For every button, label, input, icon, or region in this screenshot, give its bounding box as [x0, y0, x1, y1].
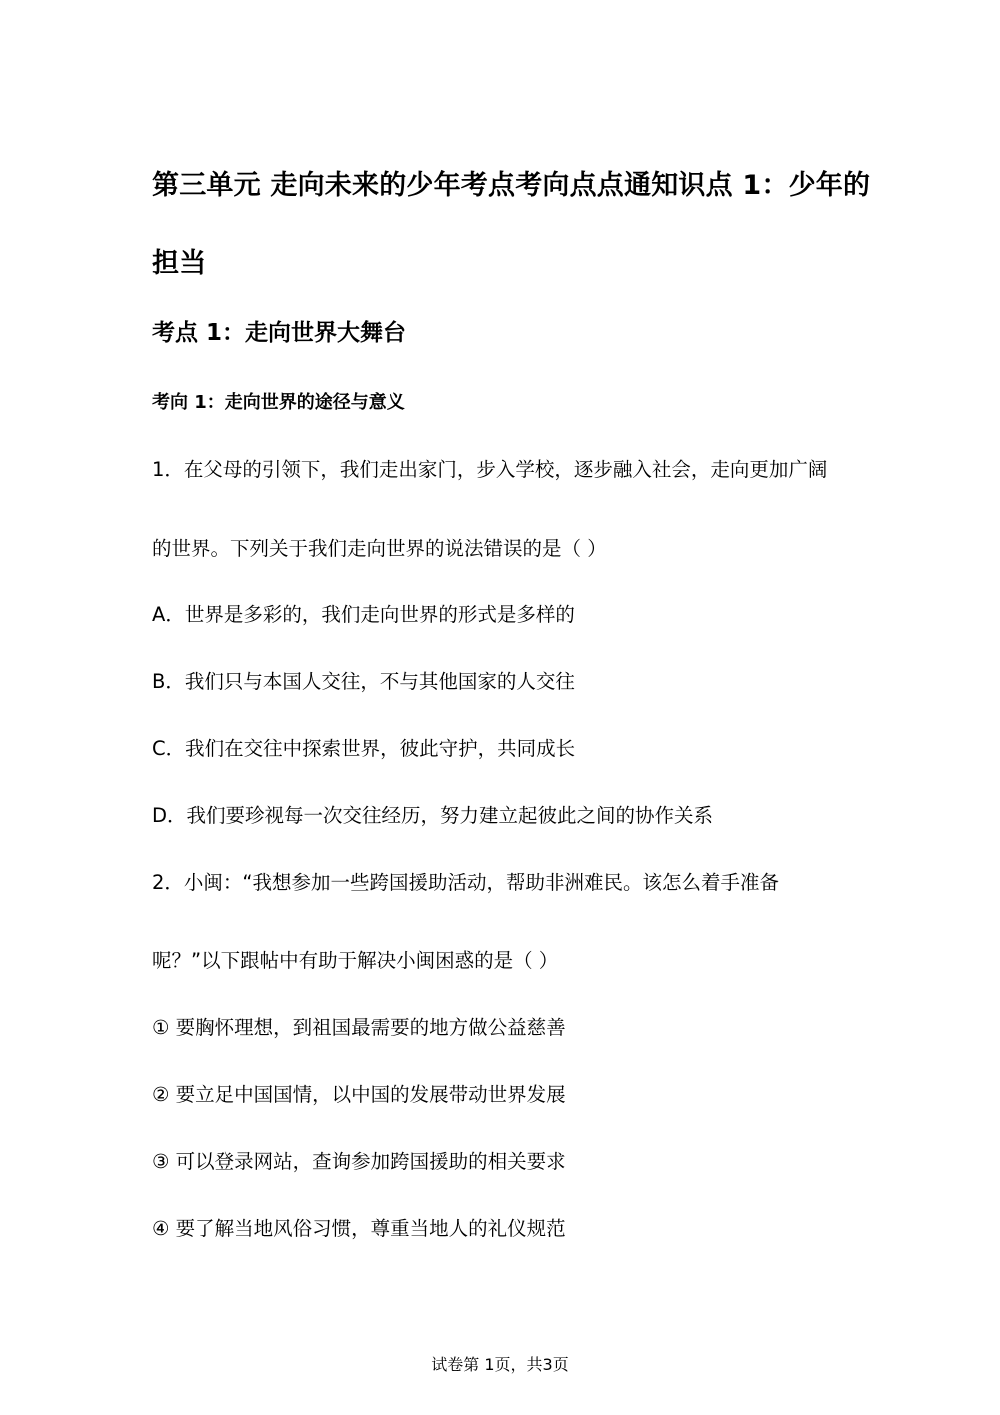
question-1-option-b: B．我们只与本国人交往，不与其他国家的人交往 — [152, 670, 575, 693]
page-footer: 试卷第 1页，共3页 — [431, 1355, 569, 1374]
question-2-statement-3: ③ 可以登录网站，查询参加跨国援助的相关要求 — [152, 1150, 566, 1173]
question-1-stem-line2: 的世界。下列关于我们走向世界的说法错误的是（ ） — [152, 537, 607, 560]
question-2-stem-line2: 呢？”以下跟帖中有助于解决小闽困惑的是（ ） — [152, 949, 559, 972]
question-2-statement-1: ① 要胸怀理想，到祖国最需要的地方做公益慈善 — [152, 1016, 566, 1039]
section-heading: 考点 1：走向世界大舞台 — [152, 320, 407, 346]
question-1-stem-line1: 1．在父母的引领下，我们走出家门，步入学校，逐步融入社会，走向更加广阔 — [152, 458, 828, 481]
question-1-option-c: C．我们在交往中探索世界，彼此守护，共同成长 — [152, 737, 576, 760]
question-2-stem-line1: 2．小闽：“我想参加一些跨国援助活动，帮助非洲难民。该怎么着手准备 — [152, 871, 780, 894]
document-title-line2: 担当 — [152, 248, 207, 279]
question-1-option-d: D．我们要珍视每一次交往经历，努力建立起彼此之间的协作关系 — [152, 804, 714, 827]
document-title-line1: 第三单元 走向未来的少年考点考向点点通知识点 1：少年的 — [152, 170, 871, 201]
question-2-statement-2: ② 要立足中国国情，以中国的发展带动世界发展 — [152, 1083, 566, 1106]
question-2-statement-4: ④ 要了解当地风俗习惯，尊重当地人的礼仪规范 — [152, 1217, 566, 1240]
section-subheading: 考向 1：走向世界的途径与意义 — [152, 392, 405, 413]
question-1-option-a: A．世界是多彩的，我们走向世界的形式是多样的 — [152, 603, 575, 626]
